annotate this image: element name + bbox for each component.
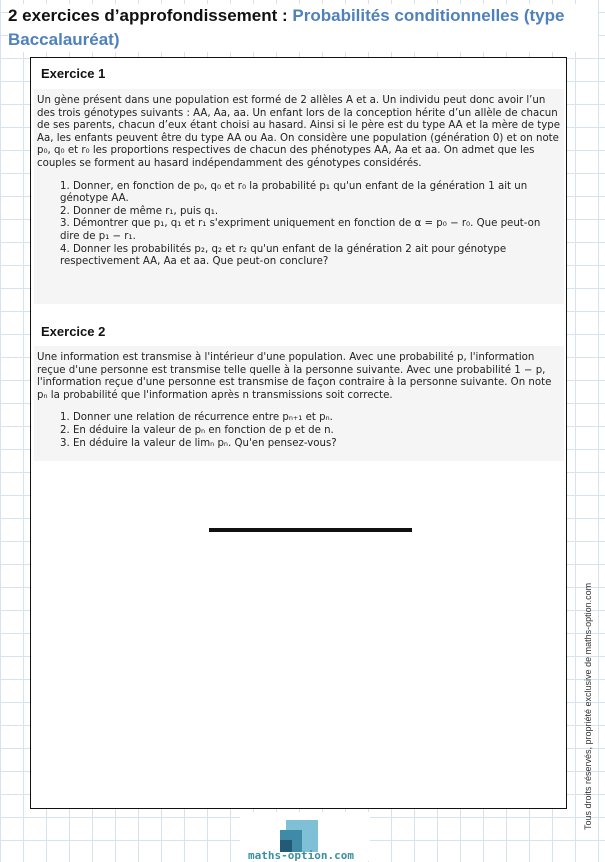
separator-line bbox=[209, 528, 412, 532]
exercise1-question: 3. Démontrer que p₁, q₁ et r₁ s'expriment uniquement en fonction de α = p₀ − r₀. Que peut-on dire de p₁ − r₁. bbox=[60, 218, 541, 242]
exercise1-box bbox=[34, 89, 564, 304]
title-topic: Probabilités conditionnelles (type Baccalauréat) bbox=[8, 6, 565, 49]
exercise2-label: Exercice 2 bbox=[41, 324, 106, 339]
exercise2-intro: Une information est transmise à l'intérieur d'une population. Avec une probabilité p, l'information reçue d'une personne est transmise telle quelle à la personne suivante. Avec une probabilité 1 − p, l'information reçue d'une personne est transmise de façon contraire à la personne suivante. On note pₙ la probabilité que l'information après n transmissions soit correcte. bbox=[37, 352, 552, 401]
exercise1-intro: Un gène présent dans une population est formé de 2 allèles A et a. Un individu peut donc avoir l’un des trois génotypes suivants : AA, Aa, aa. Un enfant lors de la conception hérite d’un allèle de chacun de ses parents, chacun d’eux étant choisi au hasard. Ainsi si le père est du type AA et la mère de type Aa, les enfants peuvent être du type AA ou Aa. On considère une population (génération 0) et on note p₀, q₀ et r₀ les proportions respectives de chacun des phénotypes AA, Aa et aa. On admet que les couples se forment au hasard indépendamment des génotypes considérés. bbox=[37, 95, 561, 169]
exercise1-question: 4. Donner les probabilités p₂, q₂ et r₂ qu'un enfant de la génération 2 ait pour génotype respectivement AA, Aa et aa. Que peut-on conclure? bbox=[60, 243, 507, 268]
exercise2-question: 2. En déduire la valeur de pₙ en fonction de p et de n. bbox=[60, 424, 334, 436]
logo-text: maths-option.com bbox=[248, 849, 354, 862]
exercise-frame bbox=[30, 57, 567, 809]
exercise1-question: 1. Donner, en fonction de p₀, q₀ et r₀ la probabilité p₁ qu'un enfant de la génération 1 ait un génotype AA. bbox=[60, 180, 528, 205]
exercise2-box bbox=[34, 346, 564, 461]
title-main: 2 exercices d’approfondissement : bbox=[8, 6, 293, 25]
copyright-notice: Tous droits réservés, propriété exclusive de maths-option.com bbox=[583, 582, 593, 830]
exercise2-question: 1. Donner une relation de récurrence entre pₙ₊₁ et pₙ. bbox=[60, 412, 333, 424]
exercise1-question: 2. Donner de même r₁, puis q₁. bbox=[60, 205, 219, 217]
site-logo bbox=[240, 812, 370, 861]
exercise1-label: Exercice 1 bbox=[41, 66, 106, 81]
exercise2-question: 3. En déduire la valeur de limₙ pₙ. Qu'en pensez-vous? bbox=[60, 437, 337, 449]
page-title bbox=[8, 4, 598, 52]
